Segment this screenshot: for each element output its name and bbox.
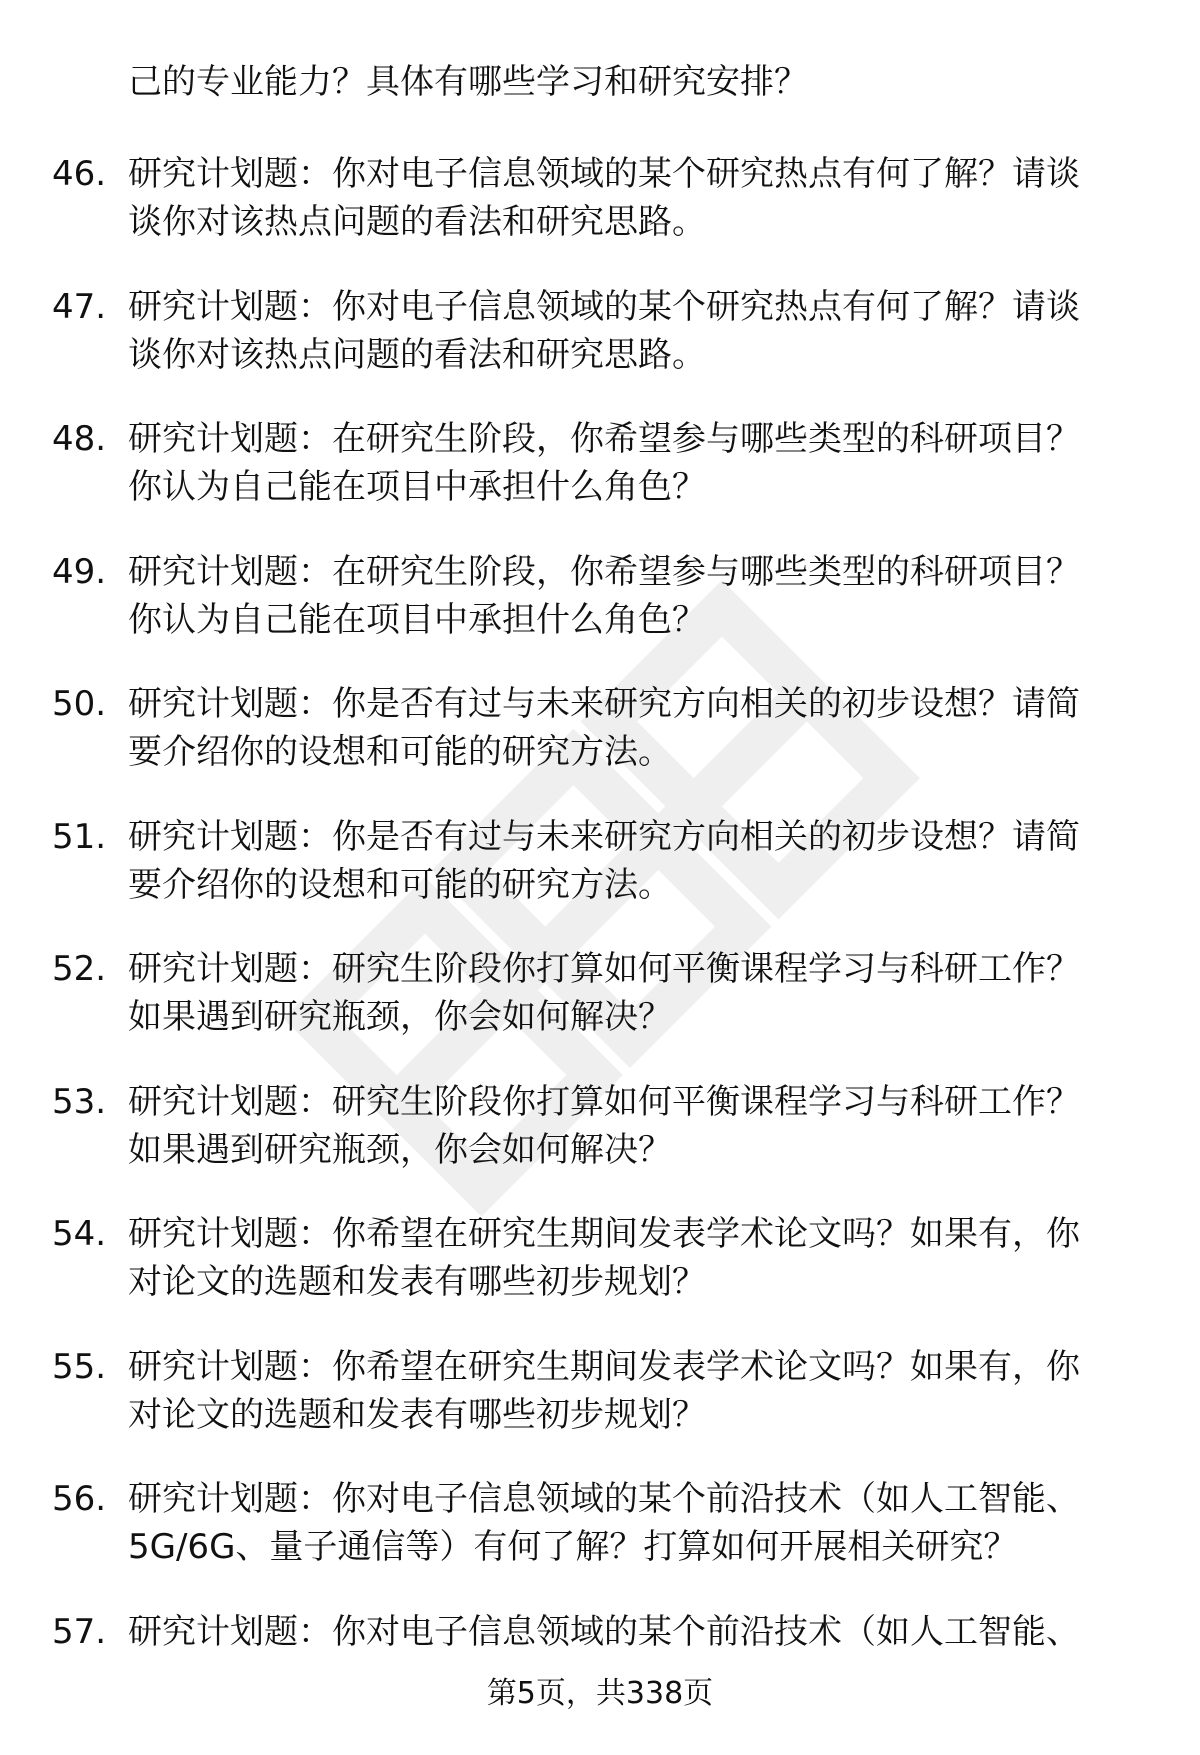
list-item: [0, 660, 1200, 793]
list-item: [0, 1323, 1200, 1456]
question-list: [0, 130, 1200, 1720]
question-text-line: 对论文的选题和发表有哪些初步规划？: [128, 1394, 706, 1435]
question-text-line: 对论文的选题和发表有哪些初步规划？: [128, 1262, 706, 1302]
question-text-line: 研究计划题：你对电子信息领域的某个前沿技术（如人工智能、: [128, 1479, 1080, 1519]
question-text-line: 5G/6G、量子通信等）有何了解？打算如何开展相关研究？: [128, 1527, 1018, 1567]
question-number: 53.: [52, 1081, 107, 1122]
question-text-line: 如果遇到研究瓶颈，你会如何解决？: [128, 1129, 672, 1170]
question-text-line: 研究计划题：你希望在研究生期间发表学术论文吗？如果有，你: [128, 1346, 1080, 1387]
question-text-line: 研究计划题：研究生阶段你打算如何平衡课程学习与科研工作？: [128, 949, 1080, 989]
question-number: 52.: [52, 949, 107, 989]
list-item: [0, 1058, 1200, 1191]
question-number: 56.: [52, 1479, 107, 1519]
list-item: [0, 130, 1200, 263]
question-text-line: 研究计划题：你希望在研究生期间发表学术论文吗？如果有，你: [128, 1214, 1080, 1254]
question-number: 48.: [52, 419, 107, 459]
question-text-line: 你认为自己能在项目中承担什么角色？: [128, 467, 706, 507]
question-text-line: 如果遇到研究瓶颈，你会如何解决？: [128, 997, 672, 1037]
question-number: 51.: [52, 816, 107, 857]
question-text-line: 要介绍你的设想和可能的研究方法。: [128, 732, 672, 772]
question-number: 54.: [52, 1214, 107, 1254]
question-number: 55.: [52, 1346, 107, 1387]
list-item: [0, 1455, 1200, 1588]
question-number: 46.: [52, 154, 107, 194]
question-text-line: 研究计划题：研究生阶段你打算如何平衡课程学习与科研工作？: [128, 1081, 1080, 1122]
list-item: [0, 395, 1200, 528]
list-item: [0, 528, 1200, 661]
question-text-line: 研究计划题：你是否有过与未来研究方向相关的初步设想？请简: [128, 816, 1080, 857]
question-number: 49.: [52, 551, 107, 592]
question-text-line: 研究计划题：你对电子信息领域的某个前沿技术（如人工智能、: [128, 1611, 1080, 1652]
page-footer: 第5页，共338页: [486, 1676, 714, 1711]
question-text-line: 要介绍你的设想和可能的研究方法。: [128, 864, 672, 905]
list-item: [0, 263, 1200, 396]
question-text-line: 研究计划题：在研究生阶段，你希望参与哪些类型的科研项目？: [128, 419, 1080, 459]
question-text-line: 谈你对该热点问题的看法和研究思路。: [128, 202, 706, 242]
question-text-line: 谈你对该热点问题的看法和研究思路。: [128, 334, 706, 375]
list-item: [0, 1190, 1200, 1323]
question-number: 50.: [52, 684, 107, 724]
question-text-line: 你认为自己能在项目中承担什么角色？: [128, 599, 706, 640]
question-text-line: 研究计划题：你是否有过与未来研究方向相关的初步设想？请简: [128, 684, 1080, 724]
list-item: [0, 793, 1200, 926]
question-text-line: 研究计划题：你对电子信息领域的某个研究热点有何了解？请谈: [128, 286, 1080, 327]
continuation-text: 己的专业能力？具体有哪些学习和研究安排？: [128, 62, 808, 102]
question-number: 47.: [52, 286, 107, 327]
question-number: 57.: [52, 1611, 107, 1652]
question-text-line: 研究计划题：在研究生阶段，你希望参与哪些类型的科研项目？: [128, 551, 1080, 592]
list-item: [0, 925, 1200, 1058]
question-text-line: 研究计划题：你对电子信息领域的某个研究热点有何了解？请谈: [128, 154, 1080, 194]
